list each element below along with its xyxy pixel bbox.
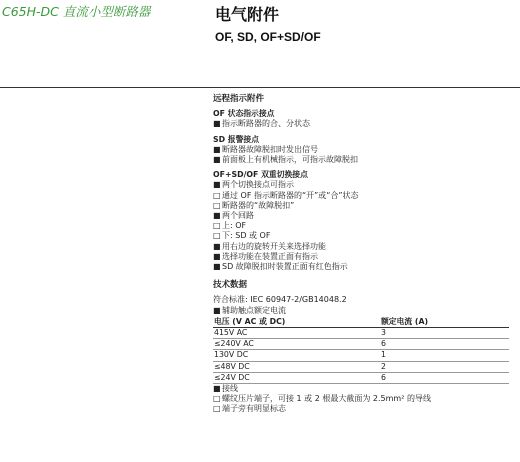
bullet-marker: ■ [213, 211, 221, 221]
bullet-marker: □ [213, 231, 221, 241]
bullet-marker: □ [213, 190, 221, 200]
current-cell: 2 [380, 361, 509, 372]
tech-section-heading: 技术数据 [213, 280, 248, 291]
list-item [213, 404, 513, 414]
header-divider [0, 87, 520, 88]
current-cell: 1 [380, 350, 509, 361]
bullet-marker: □ [213, 200, 221, 210]
content-column [213, 94, 513, 415]
page-title: 电气附件 [215, 5, 280, 24]
sd-heading: SD 报警接点 [213, 134, 259, 144]
wiring-list [213, 384, 513, 415]
list-item [213, 201, 513, 211]
rated-current-note-text: 辅助触点额定电流 [222, 305, 286, 315]
bullet-marker: ■ [213, 262, 221, 272]
sd-list [213, 145, 513, 165]
list-item [213, 231, 513, 241]
table-header-row [213, 317, 509, 328]
list-item-text: 用右边的旋转开关来选择功能 [222, 241, 326, 251]
ofsd-list [213, 180, 513, 272]
list-item-text: SD 故障脱扣时装置正面有红色指示 [222, 262, 348, 272]
voltage-cell: 415V AC [213, 328, 380, 339]
list-item [213, 155, 513, 165]
list-item-text: 指示断路器的合、分状态 [222, 119, 310, 129]
list-item [213, 221, 513, 231]
list-item [213, 242, 513, 252]
list-item [213, 119, 513, 129]
bullet-marker: □ [213, 394, 221, 404]
table-row [213, 350, 509, 361]
current-cell: 3 [380, 328, 509, 339]
rating-table [213, 317, 509, 384]
current-cell: 6 [380, 339, 509, 350]
table-row [213, 328, 509, 339]
list-item [213, 180, 513, 190]
list-item-text: 选择功能在装置正面有指示 [222, 251, 318, 261]
list-item [213, 262, 513, 272]
list-item [213, 384, 513, 394]
current-column-header: 额定电流 (A) [380, 317, 509, 328]
of-heading: OF 状态指示接点 [213, 109, 275, 119]
list-item-text: 接线 [222, 384, 238, 394]
product-series-label: C65H-DC 直流小型断路器 [2, 4, 151, 19]
bullet-marker: ■ [213, 251, 221, 261]
list-item-text: 前面板上有机械指示，可指示故障脱扣 [222, 155, 358, 165]
list-item-text: 两个切换接点可指示 [222, 180, 294, 190]
standard-text: 符合标准: IEC 60947-2/GB14048.2 [213, 295, 347, 305]
list-item [213, 252, 513, 262]
of-list [213, 119, 513, 129]
rated-current-note [213, 306, 513, 316]
list-item-text: 断路器故障脱扣时发出信号 [222, 144, 318, 154]
list-item [213, 191, 513, 201]
bullet-marker: ■ [213, 119, 221, 129]
voltage-cell: 130V DC [213, 350, 380, 361]
bullet-marker: ■ [213, 241, 221, 251]
current-cell: 6 [380, 372, 509, 383]
bullet-marker: ■ [213, 384, 221, 394]
bullet-marker: ■ [213, 144, 221, 154]
list-item-text: 断路器的“故障脱扣” [222, 200, 295, 210]
bullet-marker: □ [213, 404, 221, 414]
table-row [213, 361, 509, 372]
remote-section-heading: 远程指示附件 [213, 94, 265, 104]
voltage-cell: ≤24V DC [213, 372, 380, 383]
list-item [213, 394, 513, 404]
bullet-marker: □ [213, 221, 221, 231]
bullet-marker: ■ [213, 155, 221, 165]
list-item-text: 上: OF [222, 221, 247, 231]
list-item-text: 螺纹压片端子，可接 1 或 2 根最大截面为 2.5mm² 的导线 [222, 394, 431, 404]
list-item-text: 两个回路 [222, 211, 254, 221]
list-item-text: 端子旁有明显标志 [222, 404, 286, 414]
list-item [213, 211, 513, 221]
list-item-text: 通过 OF 指示断路器的“开”或“合”状态 [222, 190, 359, 200]
voltage-column-header: 电压 (V AC 或 DC) [213, 317, 380, 328]
voltage-cell: ≤48V DC [213, 361, 380, 372]
table-row [213, 372, 509, 383]
table-body [213, 328, 509, 384]
ofsd-heading: OF+SD/OF 双重切换接点 [213, 170, 308, 180]
bullet-marker: ■ [213, 180, 221, 190]
voltage-cell: ≤240V AC [213, 339, 380, 350]
bullet-marker: ■ [213, 305, 221, 315]
page-subtitle: OF, SD, OF+SD/OF [215, 30, 321, 44]
table-row [213, 339, 509, 350]
list-item-text: 下: SD 或 OF [222, 231, 271, 241]
list-item [213, 145, 513, 155]
